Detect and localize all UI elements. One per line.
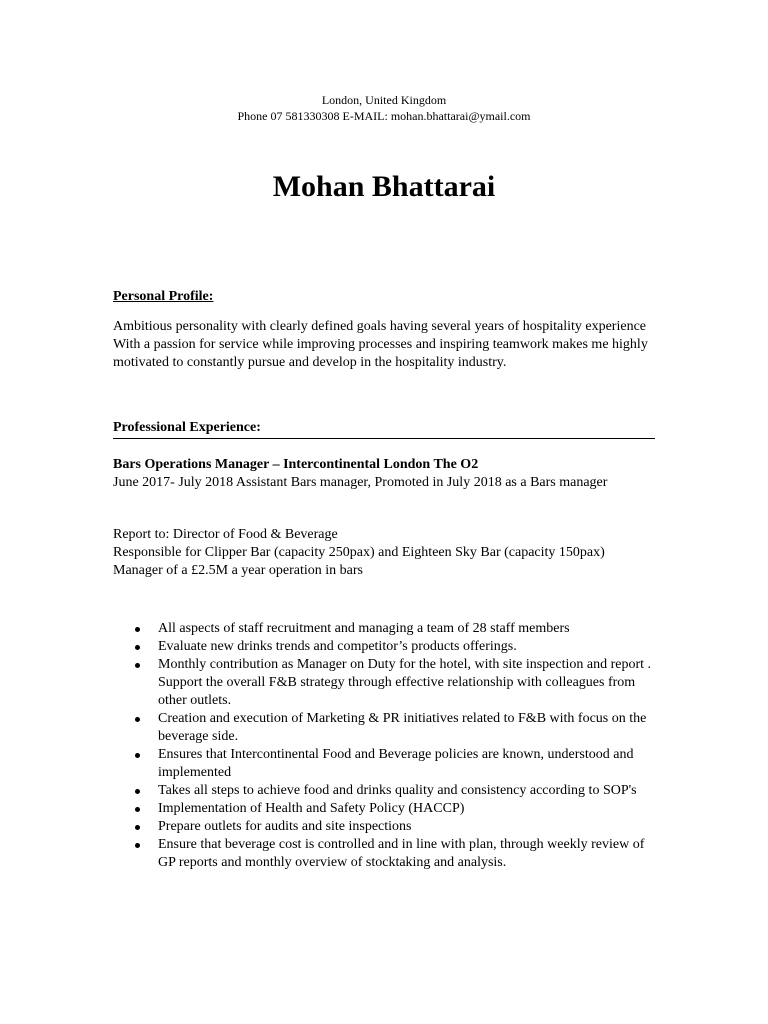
list-item: [113, 710, 653, 746]
bullet-icon: [135, 807, 140, 812]
list-item: [113, 782, 653, 800]
list-item: [113, 836, 653, 872]
bullet-icon: [135, 663, 140, 668]
duty-text: Ensures that Intercontinental Food and Beverage policies are known, understood and implemented: [158, 747, 634, 780]
duty-text: Monthly contribution as Manager on Duty for the hotel, with site inspection and report . Support the overall F&B strategy through effective relationship with colleagues from other outlets.: [158, 657, 652, 708]
bullet-icon: [135, 627, 140, 632]
personal-profile-text: Ambitious personality with clearly defined goals having several years of hospitality experience With a passion for service while improving processes and inspiring teamwork makes me highly motivated to constantly pursue and develop in the hospitality industry.: [113, 319, 648, 370]
duty-text: Evaluate new drinks trends and competitor’s products offerings.: [158, 639, 517, 654]
duty-text: Takes all steps to achieve food and drinks quality and consistency according to SOP's: [158, 783, 637, 798]
duty-text: Creation and execution of Marketing & PR initiatives related to F&B with focus on the beverage side.: [158, 711, 647, 744]
contact-block: [0, 92, 768, 124]
operation-text: Manager of a £2.5M a year operation in bars: [113, 563, 363, 578]
location-text: London, United Kingdom: [321, 93, 447, 107]
bullet-icon: [135, 717, 140, 722]
list-item: [113, 638, 653, 656]
bullet-icon: [135, 789, 140, 794]
bullet-icon: [135, 843, 140, 848]
personal-profile-heading: Personal Profile:: [113, 289, 214, 304]
duty-text: All aspects of staff recruitment and managing a team of 28 staff members: [158, 621, 570, 636]
responsible-for-text: Responsible for Clipper Bar (capacity 250pax) and Eighteen Sky Bar (capacity 150pax): [113, 545, 605, 560]
professional-experience-heading: Professional Experience:: [113, 419, 655, 439]
list-item: [113, 746, 653, 782]
duty-text: Ensure that beverage cost is controlled and in line with plan, through weekly review of GP reports and monthly overview of stocktaking and analysis.: [158, 837, 645, 870]
phone-email-text: Phone 07 581330308 E-MAIL: mohan.bhattarai@ymail.com: [237, 109, 531, 123]
list-item: [113, 818, 653, 836]
professional-experience-section: [113, 419, 658, 580]
job-dates: June 2017- July 2018 Assistant Bars manager, Promoted in July 2018 as a Bars manager: [113, 475, 608, 490]
list-item: [113, 800, 653, 818]
duty-text: Implementation of Health and Safety Policy (HACCP): [158, 801, 465, 816]
bullet-icon: [135, 645, 140, 650]
duty-text: Prepare outlets for audits and site inspections: [158, 819, 412, 834]
bullet-icon: [135, 753, 140, 758]
report-to-text: Report to: Director of Food & Beverage: [113, 527, 338, 542]
candidate-name: Mohan Bhattarai: [272, 170, 496, 203]
duties-list: [113, 620, 653, 872]
list-item: [113, 620, 653, 638]
list-item: [113, 656, 653, 710]
job-title: Bars Operations Manager – Intercontinental London The O2: [113, 457, 479, 472]
personal-profile-section: [113, 288, 658, 372]
bullet-icon: [135, 825, 140, 830]
